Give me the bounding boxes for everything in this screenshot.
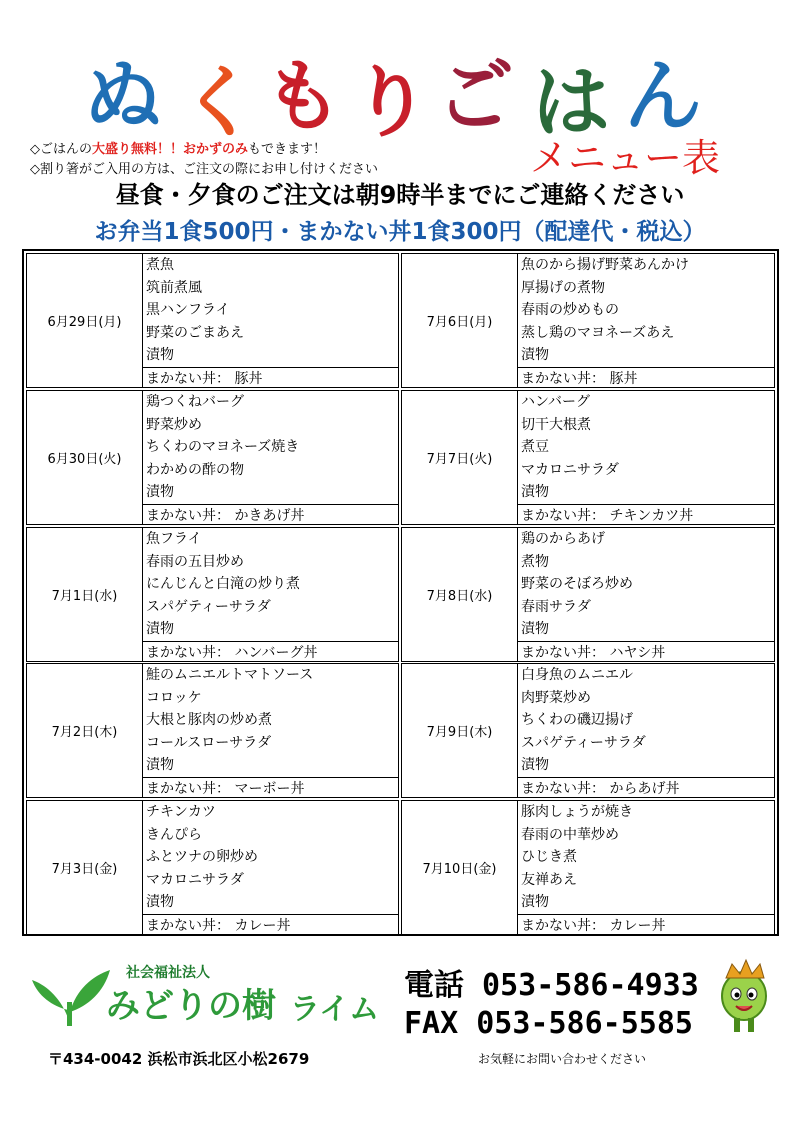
note-rice-suffix: もできます！	[248, 142, 327, 157]
menu-item: 鶏のからあげ	[521, 531, 605, 547]
menu-item: 厚揚げの煮物	[521, 279, 605, 296]
day-date: 7月9日(木)	[402, 664, 518, 797]
sprout-logo-icon	[30, 966, 110, 1026]
menu-item: 漬物	[146, 347, 174, 364]
menu-item: コロッケ	[146, 689, 202, 706]
logo-char: く	[180, 58, 259, 148]
menu-item: 野菜炒め	[146, 416, 202, 433]
menu-item: 春雨の中華炒め	[521, 826, 619, 843]
menu-item: 漬物	[146, 757, 174, 774]
menu-item: 大根と豚肉の炒め煮	[146, 712, 272, 729]
menu-item: 漬物	[146, 621, 174, 638]
menu-item: 煮物	[521, 553, 549, 570]
day-menu-items	[518, 528, 774, 661]
day-date: 7月2日(木)	[27, 664, 143, 797]
day-block	[401, 800, 775, 935]
logo-char: ぬ	[84, 52, 163, 142]
note-chopsticks: ◇割り箸がご入用の方は、ご注文の際にお申し付けください	[30, 162, 378, 177]
menu-item: ちくわのマヨネーズ焼き	[146, 439, 300, 456]
menu-item: 魚のから揚げ野菜あんかけ	[521, 257, 689, 273]
rice-bowl-item: まかない丼： カレー丼	[518, 914, 774, 937]
org-logo	[30, 962, 400, 1032]
menu-item: 友禅あえ	[521, 871, 577, 888]
day-menu-items	[143, 254, 398, 387]
menu-item: 肉野菜炒め	[521, 689, 591, 706]
menu-item: 春雨サラダ	[521, 598, 591, 615]
menu-item: 春雨の炒めもの	[521, 302, 619, 319]
rice-bowl-item: まかない丼： 豚丼	[143, 367, 398, 390]
logo-char: も	[264, 52, 343, 142]
menu-item: 黒ハンフライ	[146, 302, 230, 319]
menu-item: 漬物	[521, 621, 549, 638]
day-menu-items	[143, 801, 398, 934]
logo-char: り	[352, 58, 431, 148]
menu-item: 煮魚	[146, 257, 174, 273]
org-subname: ライム	[290, 992, 380, 1027]
day-block	[26, 800, 399, 935]
rice-bowl-item: まかない丼： チキンカツ丼	[518, 504, 774, 527]
logo-title	[84, 52, 704, 148]
day-date: 6月29日(月)	[27, 254, 143, 387]
rice-bowl-item: まかない丼： 豚丼	[518, 367, 774, 390]
postal-address: 〒434-0042 浜松市浜北区小松2679	[48, 1050, 310, 1068]
day-block	[26, 390, 399, 525]
menu-item: 野菜のそぼろ炒め	[521, 576, 633, 593]
menu-item: スパゲティーサラダ	[521, 734, 646, 751]
day-block	[401, 253, 775, 388]
menu-item: ふとツナの卵炒め	[146, 849, 258, 866]
day-menu-items	[143, 528, 398, 661]
menu-item: ハンバーグ	[521, 394, 591, 410]
note-rice	[30, 142, 326, 158]
menu-item: 漬物	[521, 894, 549, 911]
contact-note: お気軽にお問い合わせください	[478, 1052, 647, 1066]
logo-char: は	[532, 58, 611, 148]
day-menu-items	[518, 391, 774, 524]
menu-item: 野菜のごまあえ	[146, 324, 244, 341]
rice-bowl-item: まかない丼： ハンバーグ丼	[143, 641, 398, 664]
day-block	[401, 663, 775, 798]
day-date: 7月6日(月)	[402, 254, 518, 387]
day-menu-items	[143, 664, 398, 797]
rice-bowl-item: まかない丼： マーボー丼	[143, 777, 398, 800]
day-date: 7月8日(水)	[402, 528, 518, 661]
menu-table	[22, 249, 779, 936]
day-date: 7月1日(水)	[27, 528, 143, 661]
menu-item: 煮豆	[521, 439, 549, 456]
note-rice-prefix: ◇ごはんの	[30, 142, 92, 157]
menu-item: チキンカツ	[146, 804, 216, 820]
menu-item: 漬物	[521, 757, 549, 774]
menu-item: 鮭のムニエルトマトソース	[146, 667, 314, 683]
day-menu-items	[518, 801, 774, 934]
rice-bowl-item: まかない丼： ハヤシ丼	[518, 641, 774, 664]
menu-item: ひじき煮	[521, 849, 577, 866]
menu-item: 豚肉しょうが焼き	[521, 804, 633, 820]
corp-type: 社会福祉法人	[126, 965, 210, 981]
day-date: 6月30日(火)	[27, 391, 143, 524]
logo-char: ん	[624, 52, 703, 142]
day-block	[26, 253, 399, 388]
day-menu-items	[518, 664, 774, 797]
menu-item: 鶏つくねバーグ	[146, 394, 244, 410]
day-date: 7月7日(火)	[402, 391, 518, 524]
day-block	[26, 663, 399, 798]
menu-item: コールスローサラダ	[146, 734, 272, 751]
menu-item: にんじんと白滝の炒り煮	[146, 576, 300, 593]
menu-item: スパゲティーサラダ	[146, 598, 271, 615]
org-name: みどりの樹	[106, 986, 276, 1026]
day-block	[401, 527, 775, 662]
menu-item: マカロニサラダ	[146, 871, 244, 888]
day-menu-items	[143, 391, 398, 524]
menu-item: 筑前煮風	[146, 279, 202, 296]
menu-item: マカロニサラダ	[521, 461, 619, 478]
fax-number: FAX 053-586-5585	[404, 1006, 693, 1041]
phone-number: 電話 053-586-4933	[404, 968, 699, 1003]
menu-item: 白身魚のムニエル	[521, 667, 633, 683]
menu-item: 漬物	[521, 347, 549, 364]
menu-item: 漬物	[146, 894, 174, 911]
menu-item: 漬物	[146, 484, 174, 501]
order-deadline-headline: 昼食・夕食のご注文は朝9時半までにご連絡ください	[115, 181, 685, 209]
menu-item: 蒸し鶏のマヨネーズあえ	[521, 324, 675, 341]
rice-bowl-item: まかない丼： カレー丼	[143, 914, 398, 937]
lime-mascot-icon	[712, 956, 776, 1036]
day-block	[401, 390, 775, 525]
menu-item: 漬物	[521, 484, 549, 501]
menu-item: 春雨の五目炒め	[146, 553, 244, 570]
day-block	[26, 527, 399, 662]
menu-item: きんぴら	[146, 826, 202, 843]
menu-item: 切干大根煮	[521, 416, 591, 433]
menu-item: わかめの酢の物	[146, 461, 244, 478]
note-rice-highlight: 大盛り無料！！おかずのみ	[92, 142, 249, 157]
menu-item: 魚フライ	[146, 531, 202, 547]
day-date: 7月3日(金)	[27, 801, 143, 934]
logo-char: ご	[436, 52, 515, 142]
menu-item: ちくわの磯辺揚げ	[521, 712, 633, 729]
menu-title: メニュー表	[530, 136, 721, 180]
price-line: お弁当1食500円・まかない丼1食300円（配達代・税込）	[94, 219, 706, 245]
day-menu-items	[518, 254, 774, 387]
day-date: 7月10日(金)	[402, 801, 518, 934]
rice-bowl-item: まかない丼： からあげ丼	[518, 777, 774, 800]
rice-bowl-item: まかない丼： かきあげ丼	[143, 504, 398, 527]
